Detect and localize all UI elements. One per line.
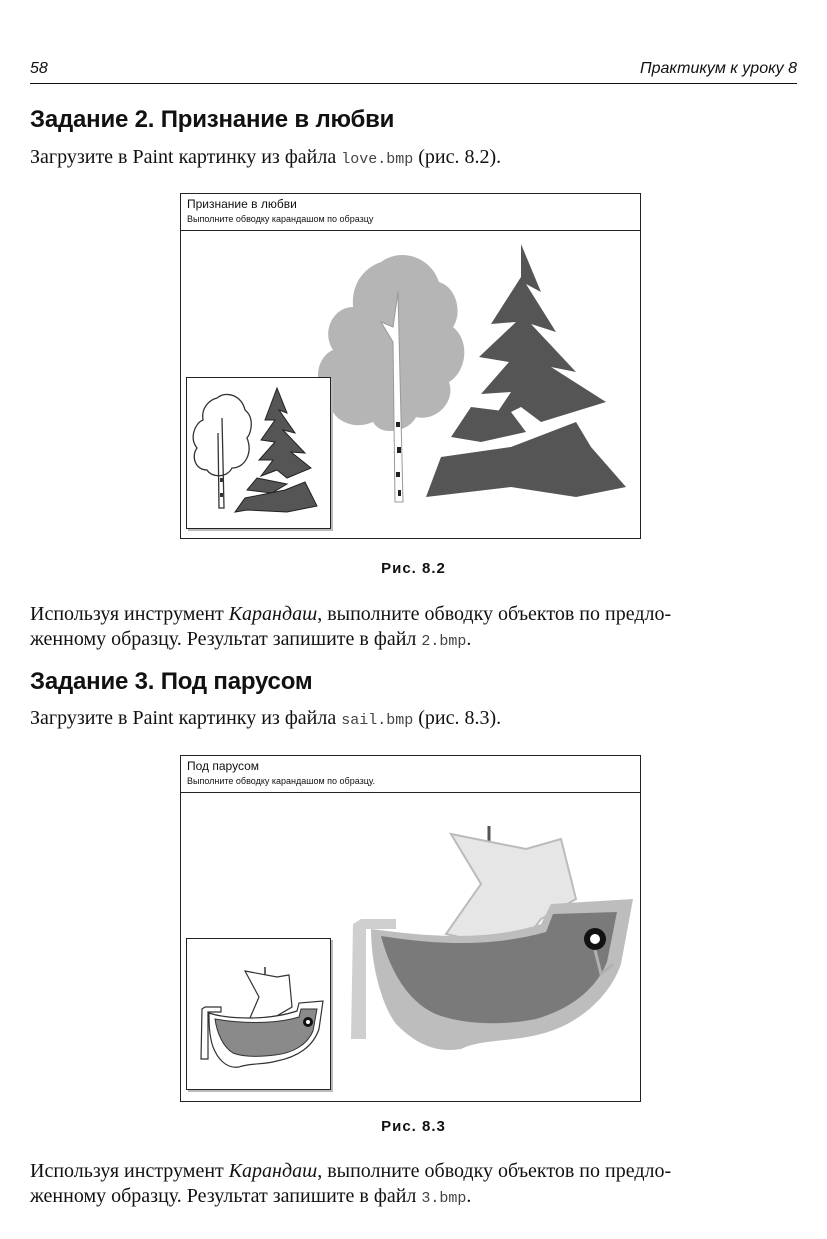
task3-instruction-line2: женному образцу. Результат запишите в файл 3.bmp. <box>30 1185 472 1207</box>
task3-heading: Задание 3. Под парусом <box>30 668 313 695</box>
figure-8-3-caption: Рис. 8.3 <box>381 1118 446 1135</box>
task2-intro-file: love.bmp <box>341 151 414 168</box>
task3-instruction-line1: Используя инструмент Карандаш, выполните обводку объектов по предло- <box>30 1160 672 1182</box>
sailing-ship <box>351 826 633 1050</box>
figure-8-3-header <box>181 756 640 793</box>
page-number: 58 <box>30 60 48 77</box>
task2-instruction-line1: Используя инструмент Карандаш, выполните обводку объектов по предло- <box>30 603 672 625</box>
task3-intro-file: sail.bmp <box>341 712 414 729</box>
task2-heading: Задание 2. Признание в любви <box>30 106 395 133</box>
task3-intro: Загрузите в Paint картинку из файла sail.bmp (рис. 8.3). <box>30 707 502 729</box>
figure-8-3 <box>180 755 641 1102</box>
task2-instruction-line2: женному образцу. Результат запишите в файл 2.bmp. <box>30 628 472 650</box>
header-rule <box>30 83 797 84</box>
figure-8-2-sample-inset <box>186 377 331 529</box>
figure-8-3-subtitle: Выполните обводку карандашом по образцу. <box>187 776 375 786</box>
figure-8-3-sample-image <box>187 939 330 1089</box>
figure-8-2 <box>180 193 641 539</box>
task2-result-file: 2.bmp <box>421 633 467 650</box>
figure-8-3-title: Под парусом <box>187 759 260 773</box>
figure-8-2-header <box>181 194 640 231</box>
figure-8-2-title: Признание в любви <box>187 197 297 211</box>
figure-8-2-caption: Рис. 8.2 <box>381 560 446 577</box>
task3-result-file: 3.bmp <box>421 1190 467 1207</box>
figure-8-2-sample-image <box>187 378 330 528</box>
figure-8-3-sample-inset <box>186 938 331 1090</box>
running-title: Практикум к уроку 8 <box>639 60 797 77</box>
figure-8-2-subtitle: Выполните обводку карандашом по образцу <box>187 214 374 224</box>
task2-intro: Загрузите в Paint картинку из файла love.bmp (рис. 8.2). <box>30 146 502 168</box>
